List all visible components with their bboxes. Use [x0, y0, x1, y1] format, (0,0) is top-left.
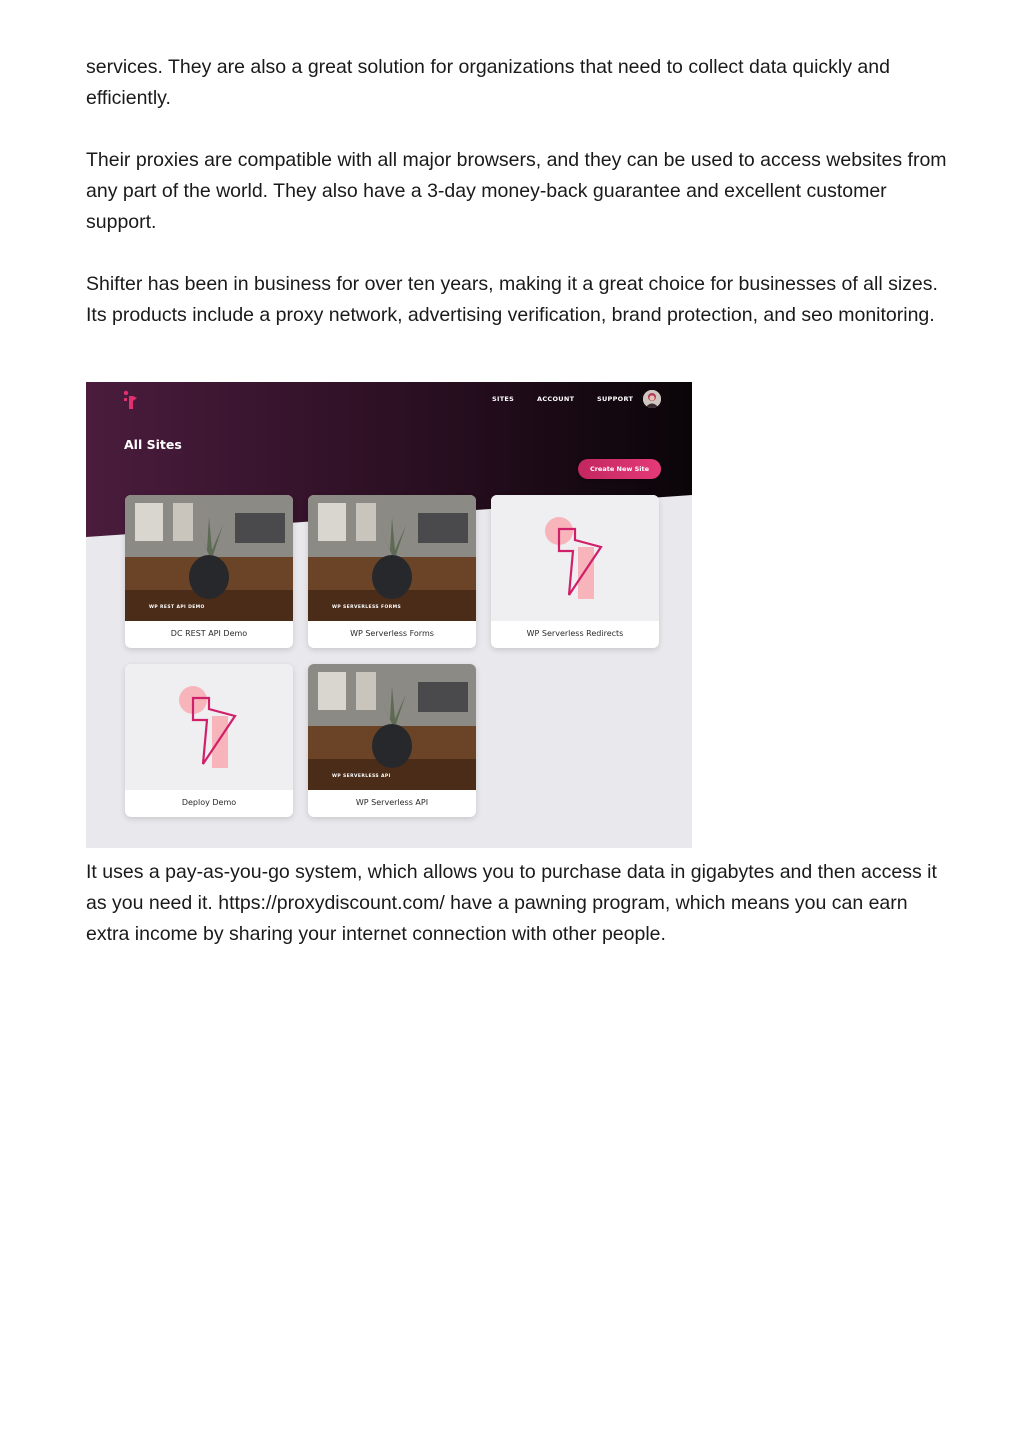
page-title: All Sites: [124, 437, 182, 452]
plant-photo-icon: [308, 664, 476, 790]
nav-sites-link[interactable]: SITES: [492, 395, 515, 403]
site-thumbnail: [491, 495, 659, 621]
site-card-label: WP Serverless Redirects: [526, 629, 624, 638]
site-card-label: DC REST API Demo: [170, 629, 248, 638]
site-card-label: WP Serverless Forms: [350, 629, 434, 638]
shifter-placeholder-logo-icon: [125, 664, 293, 790]
user-avatar[interactable]: [643, 390, 661, 408]
shifter-placeholder-logo-icon: [491, 495, 659, 621]
paragraph-4: It uses a pay-as-you-go system, which allows you to purchase data in gigabytes and then access it as you need it. https://proxydiscount.com/ have a pawning program, which means you can earn extra income by sharing your internet connection with other people.: [86, 861, 937, 945]
site-card[interactable]: [308, 495, 476, 648]
paragraph-3: Shifter has been in business for over ten years, making it a great choice for businesses of all sizes. Its products include a proxy network, advertising verification, brand protection, and seo monitoring.: [86, 273, 938, 326]
shifter-logo-icon: [122, 389, 138, 411]
site-thumbnail: [308, 495, 476, 621]
nav-account-link[interactable]: ACCOUNT: [537, 395, 575, 403]
site-thumbnail: [308, 664, 476, 790]
site-card[interactable]: [125, 495, 293, 648]
avatar-photo-icon: [643, 390, 661, 408]
site-card-label: Deploy Demo: [181, 798, 237, 807]
plant-photo-icon: [125, 495, 293, 621]
paragraph-2: Their proxies are compatible with all major browsers, and they can be used to access websites from any part of the world. They also have a 3-day money-back guarantee and excellent customer support.: [86, 149, 947, 233]
thumbnail-caption: WP SERVERLESS API: [332, 774, 391, 779]
create-new-site-button[interactable]: Create New Site: [578, 459, 661, 479]
paragraph-1: services. They are also a great solution for organizations that need to collect data quickly and efficiently.: [86, 56, 890, 109]
site-card-label: WP Serverless API: [355, 798, 429, 807]
plant-photo-icon: [308, 495, 476, 621]
site-thumbnail: [125, 495, 293, 621]
site-thumbnail: [125, 664, 293, 790]
site-card[interactable]: [308, 664, 476, 817]
shifter-dashboard-screenshot: [86, 382, 692, 848]
site-card[interactable]: [491, 495, 659, 648]
nav-support-link[interactable]: SUPPORT: [597, 395, 634, 403]
site-card[interactable]: [125, 664, 293, 817]
thumbnail-caption: WP SERVERLESS FORMS: [332, 605, 402, 610]
thumbnail-caption: WP REST API DEMO: [149, 605, 205, 610]
